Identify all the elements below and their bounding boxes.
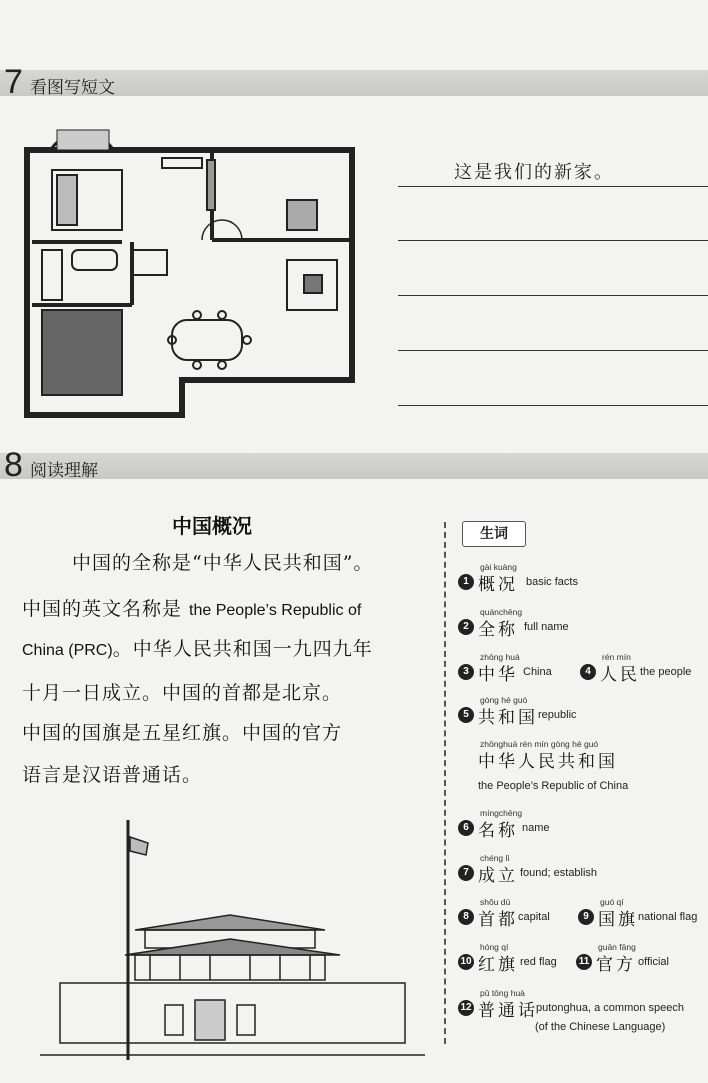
english-gloss: official bbox=[638, 956, 669, 968]
item-number: 3 bbox=[458, 664, 474, 680]
chinese-word: 人民 bbox=[600, 665, 640, 685]
passage-text: 中国的全称是“中华人民共和国”。 bbox=[72, 552, 374, 574]
chinese-word: 红旗 bbox=[478, 955, 518, 975]
english-gloss: full name bbox=[524, 621, 569, 633]
item-number: 4 bbox=[580, 664, 596, 680]
writing-line[interactable] bbox=[398, 350, 708, 351]
english-gloss: found; establish bbox=[520, 867, 598, 879]
passage-text: 中国的国旗是五星红旗。中国的官方 bbox=[22, 722, 343, 744]
chinese-word: 普通话 bbox=[478, 1001, 538, 1021]
passage-line bbox=[22, 718, 342, 745]
passage-line bbox=[22, 594, 361, 621]
passage-line bbox=[22, 634, 373, 661]
passage-text: 。中华人民共和国一九四九年 bbox=[112, 638, 373, 660]
writing-line[interactable] bbox=[398, 240, 708, 241]
pinyin: chéng lì bbox=[480, 853, 510, 863]
chinese-word: 国旗 bbox=[598, 910, 638, 930]
pinyin: gòng hé guó bbox=[480, 695, 528, 705]
dashed-divider bbox=[444, 522, 446, 1044]
passage-text: 中国的英文名称是 bbox=[22, 598, 190, 620]
item-number: 10 bbox=[458, 954, 474, 970]
passage-title: 中国概况 bbox=[172, 514, 252, 538]
floor-plan-illustration bbox=[12, 120, 362, 420]
english-gloss: name bbox=[522, 822, 550, 834]
pinyin: pǔ tōng huà bbox=[480, 988, 525, 998]
tiananmen-illustration bbox=[40, 815, 425, 1065]
pinyin: zhōnghuá rén mín gòng hé guó bbox=[480, 739, 599, 749]
chinese-word: 中华 bbox=[478, 665, 518, 685]
english-gloss: basic facts bbox=[526, 576, 578, 588]
item-number: 7 bbox=[458, 865, 474, 881]
passage-line bbox=[22, 678, 342, 705]
pinyin: míngchēng bbox=[480, 808, 523, 818]
pinyin: rén mín bbox=[602, 652, 631, 662]
passage-line bbox=[72, 548, 373, 575]
chinese-word: 首都 bbox=[478, 910, 518, 930]
section-title: 看图写短文 bbox=[30, 78, 115, 98]
pinyin: quánchēng bbox=[480, 607, 523, 617]
chinese-word: 共和国 bbox=[478, 708, 538, 728]
chinese-word: 成立 bbox=[478, 866, 518, 886]
pinyin: gài kuàng bbox=[480, 562, 517, 572]
pinyin: guó qí bbox=[600, 897, 624, 907]
vocab-tag: 生词 bbox=[462, 521, 526, 547]
section-number: 8 bbox=[4, 446, 23, 484]
english-gloss: the people bbox=[640, 666, 692, 678]
pinyin: zhōng huá bbox=[480, 652, 520, 662]
passage-line bbox=[22, 760, 202, 787]
pinyin: hóng qí bbox=[480, 942, 509, 952]
passage-text-en: China (PRC) bbox=[22, 642, 113, 659]
chinese-word: 中华人民共和国 bbox=[478, 752, 618, 772]
item-number: 1 bbox=[458, 574, 474, 590]
item-number: 2 bbox=[458, 619, 474, 635]
writing-line[interactable] bbox=[398, 295, 708, 296]
passage-text: 十月一日成立。中国的首都是北京。 bbox=[22, 682, 343, 704]
chinese-word: 概况 bbox=[478, 575, 518, 595]
chinese-word: 名称 bbox=[478, 821, 518, 841]
item-number: 8 bbox=[458, 909, 474, 925]
item-number: 6 bbox=[458, 820, 474, 836]
chinese-word: 官方 bbox=[596, 955, 636, 975]
english-gloss-continued: (of the Chinese Language) bbox=[535, 1021, 666, 1033]
chinese-word: 全称 bbox=[478, 620, 518, 640]
english-gloss: China bbox=[523, 666, 552, 678]
english-gloss: red flag bbox=[520, 956, 557, 968]
passage-text: 语言是汉语普通话。 bbox=[22, 764, 203, 786]
english-gloss: republic bbox=[538, 709, 577, 721]
writing-line[interactable] bbox=[398, 405, 708, 406]
english-gloss: the People’s Republic of China bbox=[478, 780, 629, 792]
item-number: 9 bbox=[578, 909, 594, 925]
english-gloss: national flag bbox=[638, 911, 698, 923]
item-number: 5 bbox=[458, 707, 474, 723]
item-number: 12 bbox=[458, 1000, 474, 1016]
english-gloss: putonghua, a common speech bbox=[536, 1002, 684, 1014]
section-title: 阅读理解 bbox=[30, 461, 98, 481]
section-8-header bbox=[0, 446, 708, 484]
section-number: 7 bbox=[4, 63, 23, 101]
item-number: 11 bbox=[576, 954, 592, 970]
writing-line[interactable] bbox=[398, 186, 708, 187]
section-7-header bbox=[0, 63, 708, 101]
passage-text-en: the People’s Republic of bbox=[189, 602, 362, 619]
english-gloss: capital bbox=[518, 911, 550, 923]
pinyin: shǒu dū bbox=[480, 897, 511, 907]
pinyin: guān fāng bbox=[598, 942, 636, 952]
example-sentence: 这是我们的新家。 bbox=[454, 162, 614, 183]
